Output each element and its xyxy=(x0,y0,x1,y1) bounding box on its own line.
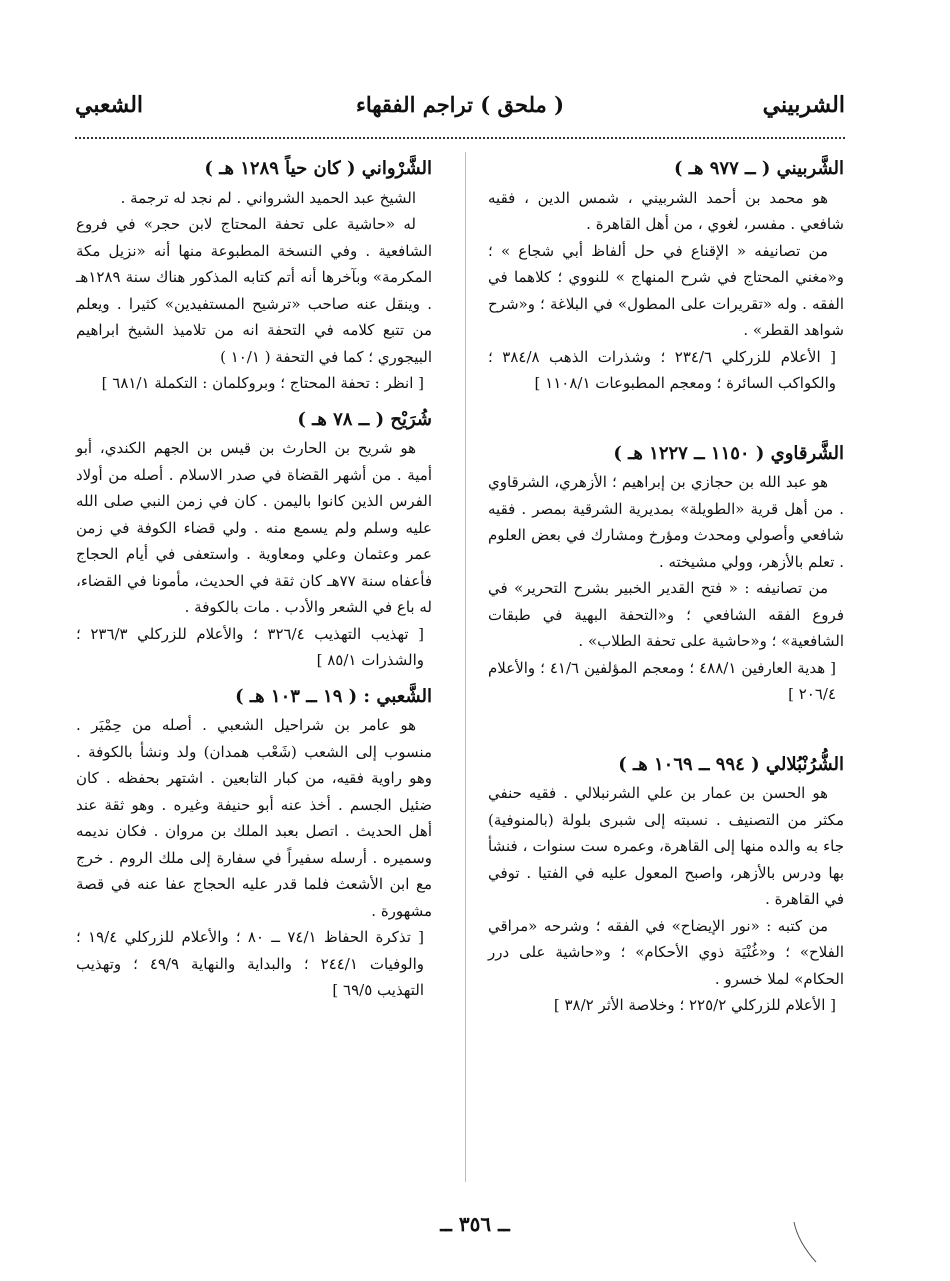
entry-paragraph: الشيخ عبد الحميد الشرواني . لم نجد له ترجمة . xyxy=(120,188,416,207)
entry-title: الشَّرْواني ( كان حياً ١٢٨٩ هـ ) xyxy=(204,158,432,179)
right-column xyxy=(488,152,844,1019)
entry-paragraph: هو شريح بن الحارث بن قيس بن الجهم الكندي، أبو أمية . من أشهر القضاة في صدر الاسلام . أصله من أولاد الفرس الذين كانوا باليمن . كان في زمن النبي صلى الله عليه وسلم ولم يسمع منه . ولي قضاء الكوفة في زمن عمر وعثمان وعلي ومعاوية . واستعفى في أيام الحجاج فأعفاه سنة ٧٧هـ كان ثقة في الحديث، مأمونا في القضاء، له باع في الشعر والأدب . مات بالكوفة . xyxy=(76,439,432,616)
column-divider xyxy=(465,152,466,1182)
entry-shurunbulali xyxy=(488,752,844,1019)
entry-references: [ تهذيب التهذيب ٣٢٦/٤ ؛ والأعلام للزركلي ٢٣٦/٣ ؛ والشذرات ٨٥/١ ] xyxy=(76,624,424,669)
page-header xyxy=(75,92,845,132)
entry-shurayh xyxy=(76,407,432,674)
entry-references: [ انظر : تحفة المحتاج ؛ وبروكلمان : التكملة ٦٨١/١ ] xyxy=(101,374,424,392)
entry-paragraph: من تصانيفه : « فتح القدير الخبير بشرح التحرير» في فروع الفقه الشافعي ؛ و«التحفة البهية في طبقات الشافعية» ؛ و«حاشية على تحفة الطلاب» . xyxy=(488,579,844,650)
entry-paragraph: من تصانيفه « الإقناع في حل ألفاظ أبي شجاع » ؛ و«مغني المحتاج في شرح المنهاج » للنووي ؛ كلاهما في الفقه . وله «تقريرات على المطول» في البلاغة ؛ و«شرح شواهد القطر» . xyxy=(488,241,844,339)
header-left-keyword: الشعبي xyxy=(75,92,144,118)
entry-paragraph: هو عبد الله بن حجازي بن إبراهيم ؛ الأزهري، الشرقاوي . من أهل قرية «الطويلة» بمديرية الشرقية بمصر . فقيه شافعي وأصولي ومحدث ومؤرخ ومشارك في بعض العلوم . تعلم بالأزهر، وولي مشيخته . xyxy=(488,473,844,571)
entry-paragraph: هو عامر بن شراحيل الشعبي . أصله من حِمْيَر . منسوب إلى الشعب (شَعْب همدان) ولد ونشأ بالكوفة . وهو راوية فقيه، من كبار التابعين . اشتهر بحفظه . كان ضئيل الجسم . أخذ عنه أبو حنيفة وغيره . وهو ثقة عند أهل الحديث . اتصل بعبد الملك بن مروان . فكان نديمه وسميره . أرسله سفيراً في سفارة إلى ملك الروم . خرج مع ابن الأشعث فلما قدر عليه الحجاج عفا عنه في قصة مشهورة . xyxy=(76,716,432,920)
page-number: ــ ٣٥٦ ــ xyxy=(440,1212,510,1236)
entry-title: الشَّعبي : ( ١٩ ــ ١٠٣ هـ ) xyxy=(235,685,432,707)
entry-title: الشُّرُنْبُلالي ( ٩٩٤ ــ ١٠٦٩ هـ ) xyxy=(618,753,844,775)
entry-title: شُرَيْح ( ــ ٧٨ هـ ) xyxy=(297,408,432,430)
entry-paragraph: هو الحسن بن عمار بن علي الشرنبلالي . فقيه حنفي مكثر من التصنيف . نسبته إلى شبرى بلولة (بالمنوفية) جاء به والده منها إلى القاهرة، وعمره ست سنوات ، فنشأ بها ودرس بالأزهر، واصبح المعول عليه في الفتيا . توفي في القاهرة . xyxy=(488,784,844,908)
entry-sharwani xyxy=(76,156,432,397)
entry-references: [ هدية العارفين ٤٨٨/١ ؛ ومعجم المؤلفين ٤١/٦ ؛ والأعلام ٢٠٦/٤ ] xyxy=(488,658,836,703)
header-title: ( ملحق ) تراجم الفقهاء xyxy=(355,92,565,117)
header-rule xyxy=(75,137,845,139)
pencil-mark xyxy=(790,1220,820,1265)
entry-references: [ الأعلام للزركلي ٢٣٤/٦ ؛ وشذرات الذهب ٣٨٤/٨ ؛ والكواكب السائرة ؛ ومعجم المطبوعات ١١٠٨/١ ] xyxy=(488,347,837,392)
entry-paragraph: من كتبه : «نور الإيضاح» في الفقه ؛ وشرحه «مراقي الفلاح» ؛ و«غُنْيَة ذوي الأحكام» ؛ و«حاشية على درر الحكام» لملا خسرو . xyxy=(488,916,844,988)
left-column xyxy=(76,152,432,1004)
entry-title: الشَّربيني ( ــ ٩٧٧ هـ ) xyxy=(673,158,844,179)
entry-paragraph: هو محمد بن أحمد الشربيني ، شمس الدين ، فقيه شافعي . مفسر، لغوي ، من أهل القاهرة . xyxy=(488,188,844,233)
entry-references: [ الأعلام للزركلي ٢٢٥/٢ ؛ وخلاصة الأثر ٣٨/٢ ] xyxy=(553,996,836,1014)
entry-sharbini xyxy=(488,156,844,397)
entry-shabi xyxy=(76,684,432,1004)
header-right-keyword: الشربيني xyxy=(762,92,845,118)
entry-references: [ تذكرة الحفاظ ٧٤/١ ــ ٨٠ ؛ والأعلام للزركلي ١٩/٤ ؛ والوفيات ٢٤٤/١ ؛ والبداية والنهاية ٤٩/٩ ؛ وتهذيب التهذيب ٦٩/٥ ] xyxy=(76,928,425,999)
entry-paragraph: له «حاشية على تحفة المحتاج لابن حجر» في فروع الشافعية . وفي النسخة المطبوعة منها أنه «نزيل مكة المكرمة» وبآخرها أنه أتم كتابه المذكور هناك سنة ١٢٨٩هـ . وينقل عنه صاحب «ترشيح المستفيدين» كثيرا . ويعلم من تتبع كلامه في التحفة انه من تلاميذ الشيخ ابراهيم البيجوري ؛ كما في التحفة ( ١٠/١ ) xyxy=(76,215,432,366)
entry-sharqawi xyxy=(488,441,844,708)
entry-title: الشَّرقاوي ( ١١٥٠ ــ ١٢٢٧ هـ ) xyxy=(613,442,844,464)
